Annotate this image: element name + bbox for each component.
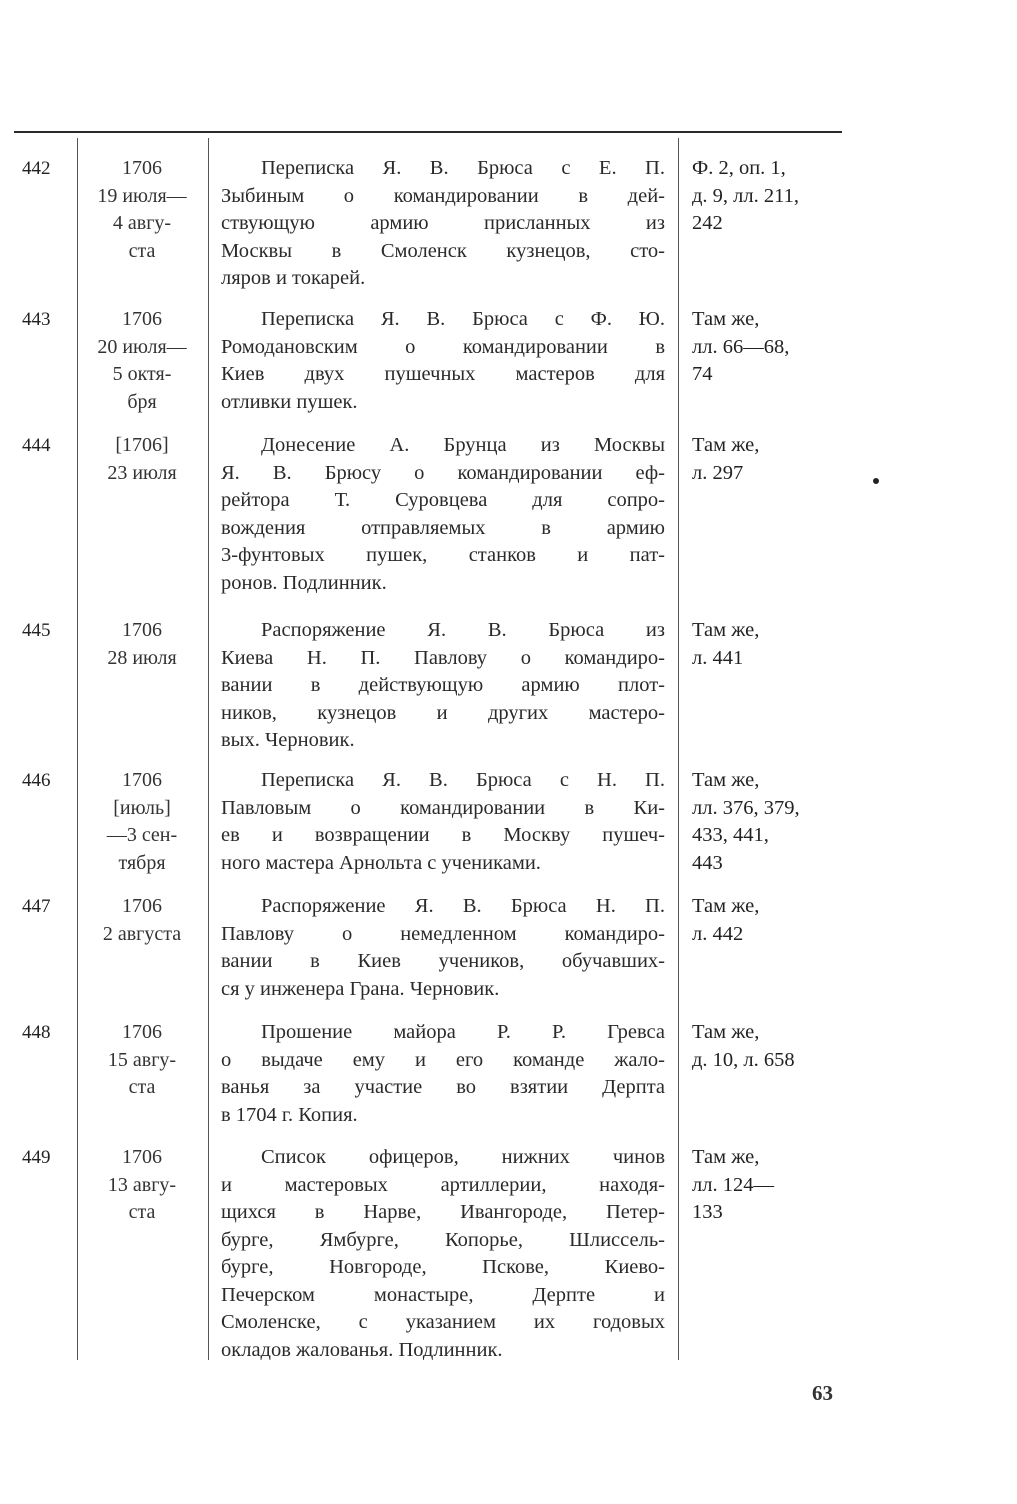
date-line: 1706: [122, 619, 162, 641]
description-line: ников, кузнецов и других мастеро-: [221, 701, 665, 724]
reference-line: Там же,: [692, 434, 760, 456]
entry-reference: [692, 617, 842, 672]
reference-line: 133: [692, 1201, 723, 1223]
entry-number: 446: [22, 770, 51, 791]
reference-line: л. 442: [692, 922, 744, 945]
entry-reference: [692, 1144, 842, 1227]
date-line: 1706: [122, 1146, 162, 1168]
description-line: Список офицеров, нижних чинов: [261, 1146, 665, 1168]
top-rule: [14, 131, 842, 133]
reference-line: Там же,: [692, 1146, 760, 1168]
reference-line: Там же,: [692, 895, 760, 917]
description-line: 3-фунтовых пушек, станков и пат-: [221, 544, 665, 566]
description-line: окладов жалованья. Подлинник.: [221, 1338, 503, 1361]
entry-reference: [692, 893, 842, 948]
date-line: 1706: [122, 308, 162, 330]
entry-description: [221, 767, 665, 877]
reference-line: Там же,: [692, 308, 760, 330]
entry-description: [221, 432, 665, 597]
entry-date: [80, 767, 204, 877]
description-line: ного мастера Арнольта с учениками.: [221, 851, 541, 874]
description-line: Прошение майора Р. Р. Гревса: [261, 1021, 665, 1043]
reference-line: Там же,: [692, 769, 760, 791]
reference-line: лл. 376, 379,: [692, 796, 800, 819]
page-number: 63: [812, 1381, 833, 1405]
reference-line: Там же,: [692, 1021, 760, 1043]
reference-line: 443: [692, 851, 723, 874]
description-line: ев и возвращении в Москву пушеч-: [221, 824, 665, 846]
description-line: и мастеровых артиллерии, находя-: [221, 1173, 665, 1196]
date-line: 1706: [122, 157, 162, 179]
entry-description: [221, 1019, 665, 1129]
description-line: Киева Н. П. Павлову о командиро-: [221, 646, 665, 669]
description-line: Донесение А. Брунца из Москвы: [261, 434, 665, 456]
date-line: —3 сен-: [106, 824, 178, 846]
entry-description: [221, 617, 665, 755]
date-line: 1706: [122, 769, 162, 791]
description-line: ванья за участие во взятии Дерпта: [221, 1076, 665, 1098]
entry-date: [80, 306, 204, 416]
entry-date: [80, 617, 204, 672]
column-divider-description: [208, 138, 209, 1360]
entry-reference: [692, 432, 842, 487]
date-line: [1706]: [115, 434, 169, 456]
reference-line: д. 9, лл. 211,: [692, 184, 800, 207]
description-line: Павловым о командировании в Ки-: [221, 796, 665, 819]
description-line: Распоряжение Я. В. Брюса Н. П.: [261, 895, 665, 917]
description-line: Распоряжение Я. В. Брюса из: [261, 619, 665, 641]
reference-line: л. 441: [692, 646, 744, 669]
reference-line: 433, 441,: [692, 824, 769, 846]
description-line: ляров и токарей.: [221, 267, 366, 289]
description-line: рейтора Т. Суровцева для сопро-: [221, 489, 665, 511]
date-line: ста: [128, 239, 156, 262]
entry-description: [221, 1144, 665, 1364]
reference-line: 74: [692, 363, 713, 385]
description-line: вании в действующую армию плот-: [221, 674, 665, 696]
description-line: Печерском монастыре, Дерпте и: [221, 1283, 665, 1306]
entry-number: 449: [22, 1147, 51, 1168]
entry-number: 443: [22, 309, 51, 330]
description-line: вых. Черновик.: [221, 729, 355, 751]
reference-line: 242: [692, 212, 723, 234]
date-line: 1706: [122, 895, 162, 917]
entry-date: [80, 893, 204, 948]
description-line: Переписка Я. В. Брюса с Н. П.: [261, 769, 665, 791]
description-line: ся у инженера Грана. Черновик.: [221, 977, 500, 1000]
entry-reference: [692, 155, 842, 238]
reference-line: лл. 66—68,: [692, 335, 790, 358]
reference-line: Ф. 2, оп. 1,: [692, 157, 786, 179]
stray-mark: [873, 478, 879, 484]
description-line: Павлову о немедленном командиро-: [221, 922, 665, 945]
entry-number: 442: [22, 158, 51, 179]
description-line: о выдаче ему и его команде жало-: [221, 1048, 665, 1071]
date-line: 13 авгу-: [107, 1173, 177, 1196]
column-divider-reference: [678, 138, 679, 1360]
date-line: 5 октя-: [112, 363, 172, 385]
date-line: ста: [128, 1076, 156, 1098]
description-line: Я. В. Брюсу о командировании еф-: [221, 461, 665, 484]
date-line: 2 августа: [102, 922, 182, 945]
date-line: [июль]: [113, 796, 171, 819]
description-line: Москвы в Смоленск кузнецов, сто-: [221, 239, 665, 262]
date-line: ста: [128, 1201, 156, 1223]
entry-description: [221, 893, 665, 1003]
description-line: Киев двух пушечных мастеров для: [221, 363, 665, 385]
description-line: щихся в Нарве, Ивангороде, Петер-: [221, 1201, 665, 1223]
reference-line: л. 297: [692, 461, 744, 484]
description-line: бурге, Ямбурге, Копорье, Шлиссель-: [221, 1228, 665, 1251]
reference-line: д. 10, л. 658: [692, 1048, 795, 1071]
reference-line: лл. 124—: [692, 1173, 774, 1196]
reference-line: Там же,: [692, 619, 760, 641]
date-line: тября: [118, 851, 166, 874]
description-line: ронов. Подлинник.: [221, 571, 387, 594]
entry-reference: [692, 306, 842, 389]
description-line: Переписка Я. В. Брюса с Ф. Ю.: [261, 308, 665, 330]
description-line: вождения отправляемых в армию: [221, 516, 665, 539]
date-line: 15 авгу-: [107, 1048, 177, 1071]
description-line: отливки пушек.: [221, 390, 358, 413]
date-line: бря: [127, 390, 157, 413]
date-line: 23 июля: [107, 461, 177, 484]
entry-number: 445: [22, 620, 51, 641]
description-line: вании в Киев учеников, обучавших-: [221, 950, 665, 972]
entry-number: 444: [22, 435, 51, 456]
description-line: ствующую армию присланных из: [221, 212, 665, 234]
entry-description: [221, 155, 665, 293]
entry-description: [221, 306, 665, 416]
column-divider-date: [77, 138, 78, 1360]
entry-reference: [692, 1019, 842, 1074]
description-line: Переписка Я. В. Брюса с Е. П.: [261, 157, 665, 179]
date-line: 19 июля—: [97, 184, 187, 207]
entry-reference: [692, 767, 842, 877]
entry-number: 448: [22, 1022, 51, 1043]
description-line: Зыбиным о командировании в дей-: [221, 184, 665, 207]
date-line: 1706: [122, 1021, 162, 1043]
description-line: Ромодановским о командировании в: [221, 335, 665, 358]
entry-date: [80, 432, 204, 487]
entry-date: [80, 155, 204, 265]
description-line: Смоленске, с указанием их годовых: [221, 1311, 665, 1333]
date-line: 4 авгу-: [112, 212, 172, 234]
date-line: 28 июля: [107, 646, 177, 669]
entry-date: [80, 1019, 204, 1102]
entry-date: [80, 1144, 204, 1227]
description-line: в 1704 г. Копия.: [221, 1103, 358, 1126]
description-line: бурге, Новгороде, Пскове, Киево-: [221, 1256, 665, 1278]
entry-number: 447: [22, 896, 51, 917]
date-line: 20 июля—: [97, 335, 187, 358]
